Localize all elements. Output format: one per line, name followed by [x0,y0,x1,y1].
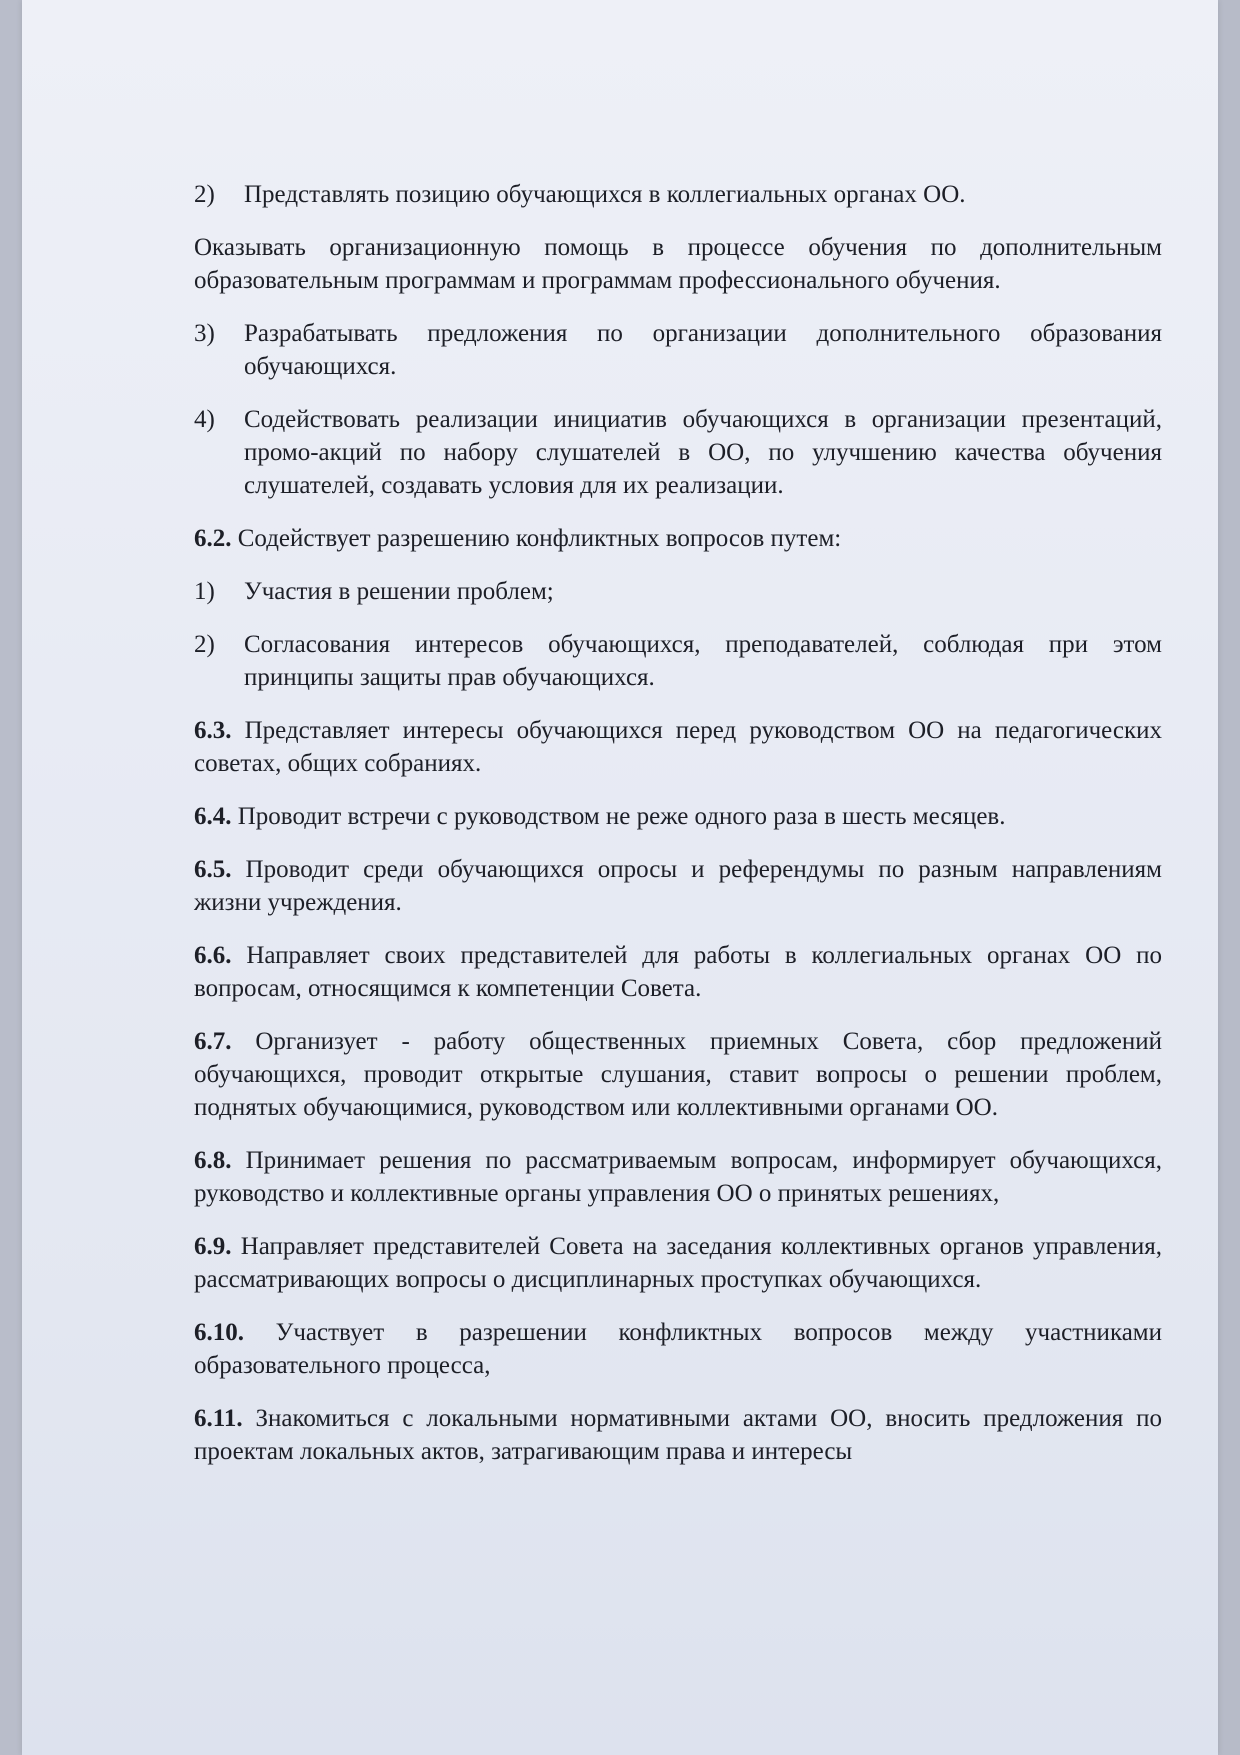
section-paragraph [194,522,1162,555]
list-item-text: Представлять позицию обучающихся в коллегиальных органах ОО. [244,181,966,208]
scan-background-right [1218,0,1240,1755]
section-paragraph [194,1025,1162,1124]
section-number: 6.6. [194,942,232,969]
list-item-text: Содействовать реализации инициатив обучающихся в организации презентаций, промо-акций по набору слушателей в ОО, по улучшению качества обучения слушателей, создавать условия для их реализации. [244,406,1162,499]
list-item-number: 1) [194,578,215,605]
section-number: 6.11. [194,1405,243,1432]
section-paragraph [194,800,1162,833]
section-number: 6.7. [194,1028,232,1055]
section-text: Содействует разрешению конфликтных вопросов путем: [237,525,842,552]
section-number: 6.5. [194,856,232,883]
section-paragraph [194,1402,1162,1468]
list-item-number: 4) [194,406,215,433]
section-text: Проводит среди обучающихся опросы и референдумы по разным направлениям жизни учреждения. [194,856,1162,916]
section-number: 6.8. [194,1147,232,1174]
section-text: Принимает решения по рассматриваемым вопросам, информирует обучающихся, руководство и коллективные органы управления ОО о принятых решениях, [194,1147,1162,1207]
list-item [194,178,1162,211]
paragraph [194,231,1162,297]
list-item [194,317,1162,383]
section-number: 6.10. [194,1319,244,1346]
section-text: Организует - работу общественных приемных Совета, сбор предложений обучающихся, проводит открытые слушания, ставит вопросы о решении проблем, поднятых обучающимися, руководством или коллективными органами ОО. [194,1028,1162,1121]
document-page [22,0,1218,1755]
list-item [194,575,1162,608]
list-item [194,403,1162,502]
section-paragraph [194,1230,1162,1296]
paragraph-text: Оказывать организационную помощь в процессе обучения по дополнительным образовательным программам и программам профессионального обучения. [194,234,1162,294]
section-number: 6.3. [194,717,232,744]
list-item-number: 3) [194,320,215,347]
section-number: 6.4. [194,803,232,830]
section-text: Проводит встречи с руководством не реже одного раза в шесть месяцев. [237,803,1006,830]
section-text: Знакомиться с локальными нормативными актами ОО, вносить предложения по проектам локальных актов, затрагивающим права и интересы [194,1405,1162,1465]
section-number: 6.9. [194,1233,232,1260]
scan-background-left [0,0,22,1755]
section-number: 6.2. [194,525,232,552]
section-paragraph [194,1144,1162,1210]
section-paragraph [194,714,1162,780]
section-paragraph [194,939,1162,1005]
list-item [194,628,1162,694]
section-text: Направляет своих представителей для работы в коллегиальных органах ОО по вопросам, относящимся к компетенции Совета. [194,942,1162,1002]
list-item-text: Участия в решении проблем; [244,578,554,605]
document-body [194,178,1162,1488]
list-item-text: Согласования интересов обучающихся, преподавателей, соблюдая при этом принципы защиты прав обучающихся. [244,631,1162,691]
section-text: Представляет интересы обучающихся перед руководством ОО на педагогических советах, общих собраниях. [194,717,1163,777]
section-paragraph [194,1316,1162,1382]
section-text: Направляет представителей Совета на заседания коллективных органов управления, рассматривающих вопросы о дисциплинарных проступках обучающихся. [194,1233,1162,1293]
list-item-number: 2) [194,631,215,658]
list-item-number: 2) [194,181,215,208]
section-paragraph [194,853,1162,919]
section-text: Участвует в разрешении конфликтных вопросов между участниками образовательного процесса, [194,1319,1163,1379]
list-item-text: Разрабатывать предложения по организации дополнительного образования обучающихся. [244,320,1162,380]
